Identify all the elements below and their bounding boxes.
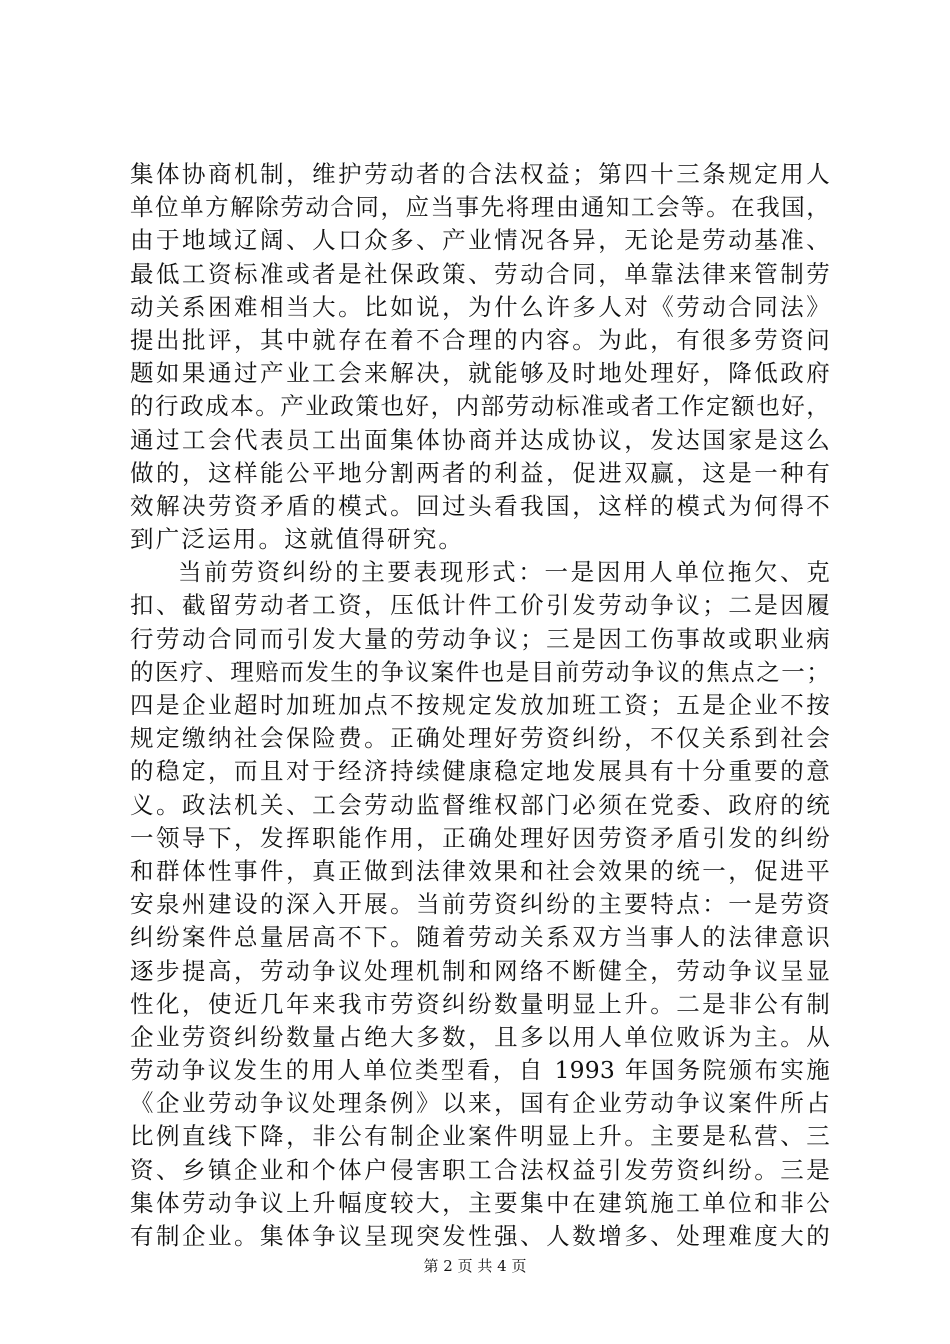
text-line: 的稳定，而且对于经济持续健康稳定地发展具有十分重要的意: [130, 757, 830, 786]
text-line: 一领导下，发挥职能作用，正确处理好因劳资矛盾引发的纠纷: [130, 823, 830, 852]
text-line: 的医疗、理赔而发生的争议案件也是目前劳动争议的焦点之一；: [130, 657, 830, 686]
text-line: 性化，使近几年来我市劳资纠纷数量明显上升。二是非公有制: [130, 989, 830, 1018]
text-line: 的行政成本。产业政策也好，内部劳动标准或者工作定额也好，: [130, 392, 830, 421]
text-line: 到广泛运用。这就值得研究。: [130, 525, 465, 554]
page-footer: 第 2 页 共 4 页: [423, 1257, 527, 1275]
text-line: 集体协商机制，维护劳动者的合法权益；第四十三条规定用人: [130, 160, 830, 188]
text-line: 安泉州建设的深入开展。当前劳资纠纷的主要特点：一是劳资: [130, 890, 830, 919]
text-line: 义。政法机关、工会劳动监督维权部门必须在党委、政府的统: [130, 790, 830, 819]
text-line: 效解决劳资矛盾的模式。回过头看我国，这样的模式为何得不: [130, 491, 830, 520]
text-line: 纠纷案件总量居高不下。随着劳动关系双方当事人的法律意识: [130, 923, 830, 952]
text-line: 比例直线下降，非公有制企业案件明显上升。主要是私营、三: [130, 1122, 830, 1151]
text-line: 动关系困难相当大。比如说，为什么许多人对《劳动合同法》: [130, 292, 830, 321]
text-line: 有制企业。集体争议呈现突发性强、人数增多、处理难度大的: [130, 1222, 830, 1250]
text-line: 逐步提高，劳动争议处理机制和网络不断健全，劳动争议呈显: [130, 956, 830, 985]
text-line: 资、乡镇企业和个体户侵害职工合法权益引发劳资纠纷。三是: [130, 1155, 830, 1184]
text-line: 提出批评，其中就存在着不合理的内容。为此，有很多劳资问: [130, 325, 830, 354]
text-line: 劳动争议发生的用人单位类型看，自 1993 年国务院颁布实施: [130, 1056, 830, 1085]
paragraph-start-line: 当前劳资纠纷的主要表现形式：一是因用人单位拖欠、克: [178, 558, 830, 587]
text-line: 和群体性事件，真正做到法律效果和社会效果的统一，促进平: [130, 856, 830, 885]
text-line: 通过工会代表员工出面集体协商并达成协议，发达国家是这么: [130, 425, 830, 454]
text-line: 最低工资标准或者是社保政策、劳动合同，单靠法律来管制劳: [130, 259, 830, 288]
text-line: 题如果通过产业工会来解决，就能够及时地处理好，降低政府: [130, 359, 830, 388]
text-line: 企业劳资纠纷数量占绝大多数，且多以用人单位败诉为主。从: [130, 1022, 830, 1051]
body-text: [130, 158, 830, 1253]
text-line: 集体劳动争议上升幅度较大，主要集中在建筑施工单位和非公: [130, 1188, 830, 1217]
text-line: 《企业劳动争议处理条例》以来，国有企业劳动争议案件所占: [130, 1089, 830, 1118]
text-line: 规定缴纳社会保险费。正确处理好劳资纠纷，不仅关系到社会: [130, 724, 830, 753]
text-line: 扣、截留劳动者工资，压低计件工价引发劳动争议；二是因履: [130, 591, 830, 620]
text-line: 行劳动合同而引发大量的劳动争议；三是因工伤事故或职业病: [130, 624, 830, 653]
text-line: 做的，这样能公平地分割两者的利益，促进双赢，这是一种有: [130, 458, 830, 487]
text-line: 单位单方解除劳动合同，应当事先将理由通知工会等。在我国，: [130, 193, 830, 222]
text-line: 四是企业超时加班加点不按规定发放加班工资；五是企业不按: [130, 691, 830, 719]
text-line: 由于地域辽阔、人口众多、产业情况各异，无论是劳动基准、: [130, 226, 830, 255]
